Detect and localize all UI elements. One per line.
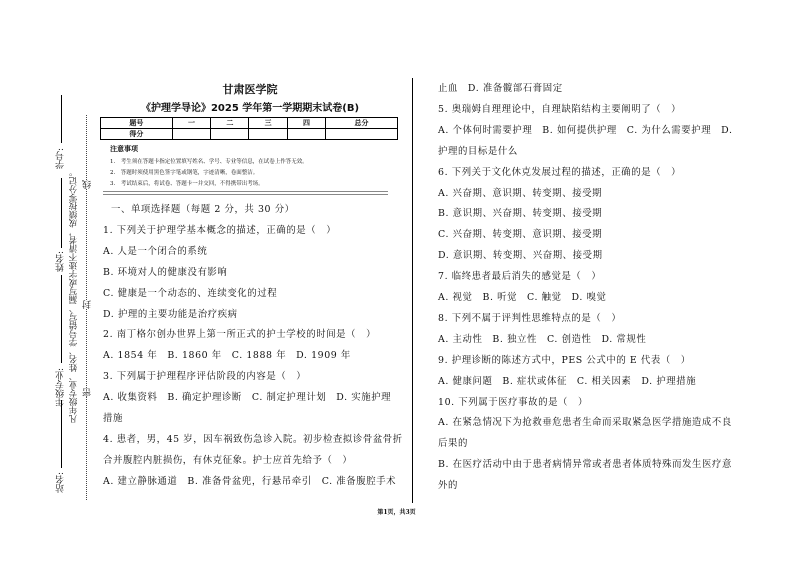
major-label: 年级专业: bbox=[56, 368, 66, 408]
question-line: 合并腹腔内脏损伤，有休克征象。护士应首先给予（ ） bbox=[103, 454, 353, 466]
question-line: D. 护理的主要功能是治疗疾病 bbox=[103, 308, 238, 320]
name-field[interactable] bbox=[61, 178, 62, 248]
question-line: 8. 下列不属于评判性思维特点的是（ ） bbox=[438, 312, 622, 324]
question-line: 措施 bbox=[103, 413, 123, 424]
question-line: 6. 下列关于文化休克发展过程的描述，正确的是（ ） bbox=[438, 166, 682, 178]
score-cell bbox=[249, 129, 287, 140]
score-cell bbox=[287, 129, 325, 140]
question-line: B. 环境对人的健康没有影响 bbox=[103, 266, 228, 278]
score-row-label: 得分 bbox=[101, 129, 173, 140]
page-footer: 第1页，共3页 bbox=[377, 509, 416, 516]
question-line: D. 意识期、转变期、兴奋期、接受期 bbox=[438, 250, 603, 262]
question-line: A. 个体何时需要护理 B. 如何提供护理 C. 为什么需要护理 D. bbox=[438, 124, 733, 136]
question-line: 护理的目标是什么 bbox=[438, 145, 518, 157]
score-header-cell: 总分 bbox=[326, 118, 398, 129]
question-line: 9. 护理诊断的陈述方式中，PES 公式中的 E 代表（ ） bbox=[438, 354, 691, 366]
seal-char-xian: 线 bbox=[83, 180, 93, 189]
seal-char-mi: 密 bbox=[83, 388, 93, 397]
question-line: A. 建立静脉通道 B. 准备骨盆兜，行悬吊牵引 C. 准备腹腔手术 bbox=[103, 475, 397, 487]
notice-item: 3. 考试结束后，将试卷、答题卡一并交回，不得携带出考场。 bbox=[110, 181, 264, 187]
binding-warning: 凡年级专业、姓名、学号错写、漏写或字迹不清者，成绩按零分记。 bbox=[69, 168, 79, 423]
question-line: A. 兴奋期、意识期、转变期、接受期 bbox=[438, 187, 603, 199]
score-header-cell: 一 bbox=[172, 118, 210, 129]
question-line: 3. 下列属于护理程序评估阶段的内容是（ ） bbox=[103, 371, 307, 383]
question-line: A. 1854 年 B. 1860 年 C. 1888 年 D. 1909 年 bbox=[103, 350, 351, 362]
score-header-cell: 题号 bbox=[101, 118, 173, 129]
question-line: A. 收集资料 B. 确定护理诊断 C. 制定护理计划 D. 实施护理 bbox=[103, 392, 392, 404]
double-rule bbox=[103, 191, 388, 195]
student-id-field[interactable] bbox=[61, 95, 62, 143]
question-line: 1. 下列关于护理学基本概念的描述，正确的是（ ） bbox=[103, 224, 337, 236]
student-id-label: 学号: bbox=[56, 148, 66, 170]
seal-char-feng: 封 bbox=[83, 300, 93, 309]
notice-title: 注意事项 bbox=[110, 145, 138, 153]
score-cell bbox=[326, 129, 398, 140]
score-cell bbox=[211, 129, 249, 140]
question-line: C. 兴奋期、转变期、意识期、接受期 bbox=[438, 229, 603, 241]
question-line: 止血 D. 准备髋部石膏固定 bbox=[438, 83, 563, 94]
question-line: A. 人是一个闭合的系统 bbox=[103, 245, 208, 257]
question-line: 7. 临终患者最后消失的感觉是（ ） bbox=[438, 271, 602, 283]
question-line: 10. 下列属于医疗事故的是（ ） bbox=[438, 396, 588, 408]
score-header-cell: 四 bbox=[287, 118, 325, 129]
question-line: 外的 bbox=[438, 480, 458, 492]
score-table bbox=[100, 117, 398, 140]
notice-item: 1. 考生须在答题卡指定位置填写姓名、学号、专业等信息，在试卷上作答无效。 bbox=[110, 159, 308, 165]
exam-title: 《护理学导论》2025 学年第一学期期末试卷(B) bbox=[140, 103, 360, 114]
question-line: 4. 患者，男，45 岁，因车祸致伤急诊入院。初步检查拟诊骨盆骨折 bbox=[103, 433, 403, 445]
major-field[interactable] bbox=[61, 275, 62, 363]
score-cell bbox=[172, 129, 210, 140]
score-table-header-row bbox=[101, 118, 398, 129]
question-line: A. 健康问题 B. 症状或体征 C. 相关因素 D. 护理措施 bbox=[438, 375, 697, 387]
question-line: B. 意识期、兴奋期、转变期、接受期 bbox=[438, 208, 603, 220]
notice-item: 2. 答题时须使用黑色签字笔或钢笔，字迹清晰，卷面整洁。 bbox=[110, 170, 259, 176]
score-header-cell: 二 bbox=[211, 118, 249, 129]
score-header-cell: 三 bbox=[249, 118, 287, 129]
question-line: 后果的 bbox=[438, 438, 468, 450]
question-line: 5. 奥瑞姆自理理论中，自理缺陷结构主要阐明了（ ） bbox=[438, 103, 682, 115]
question-line: A. 在紧急情况下为抢救垂危患者生命而采取紧急医学措施造成不良 bbox=[438, 417, 732, 429]
name-label: 姓名: bbox=[56, 251, 66, 273]
question-line: A. 主动性 B. 独立性 C. 创造性 D. 常规性 bbox=[438, 333, 647, 345]
score-table-row bbox=[101, 129, 398, 140]
question-line: B. 在医疗活动中由于患者病情异常或者患者体质特殊而发生医疗意 bbox=[438, 459, 732, 471]
question-line: A. 视觉 B. 听觉 C. 触觉 D. 嗅觉 bbox=[438, 292, 607, 303]
site-label: 站名: bbox=[56, 472, 66, 494]
question-line: 2. 南丁格尔创办世界上第一所正式的护士学校的时间是（ ） bbox=[103, 329, 377, 341]
section-heading: 一、单项选择题（每题 2 分，共 30 分） bbox=[111, 204, 295, 215]
school-name: 甘肃医学院 bbox=[222, 83, 278, 96]
site-field[interactable] bbox=[61, 400, 62, 468]
question-line: C. 健康是一个动态的、连续变化的过程 bbox=[103, 287, 278, 299]
column-divider bbox=[412, 78, 413, 503]
